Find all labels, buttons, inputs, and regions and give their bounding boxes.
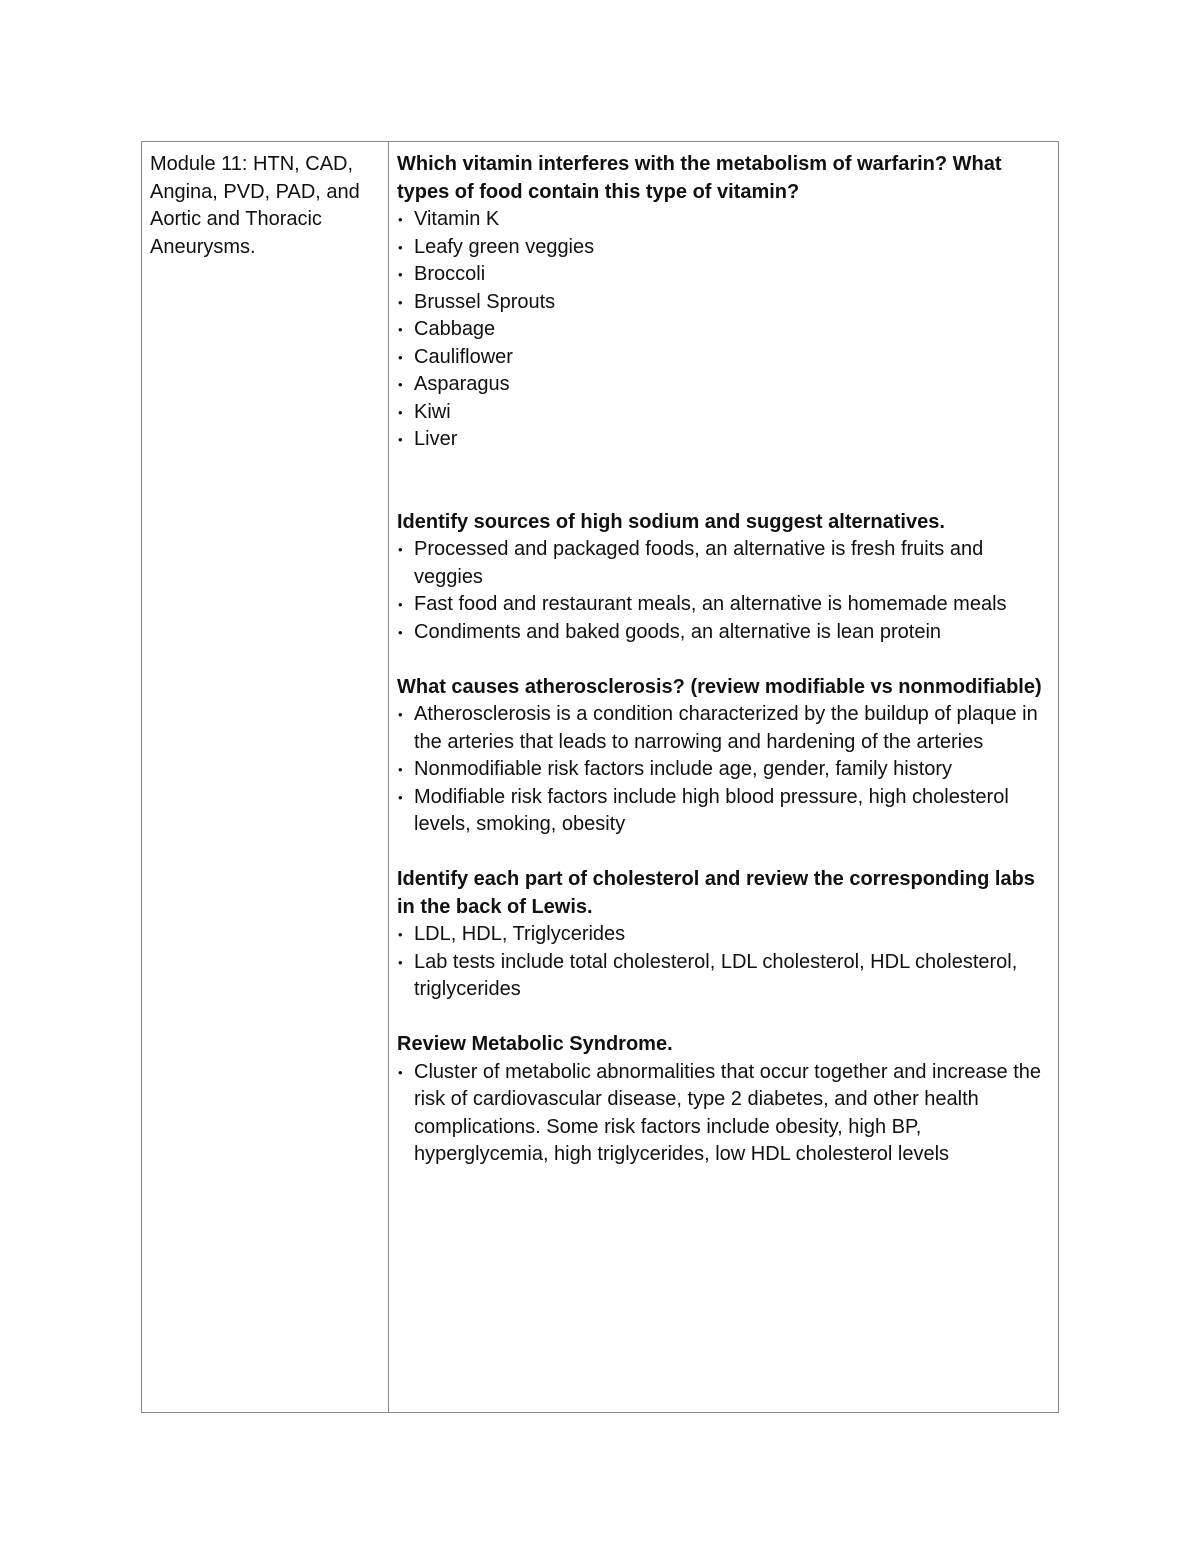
question-heading: Identify each part of cholesterol and review the corresponding labs in the back of Lewis.: [397, 868, 1035, 918]
list-item: • Modifiable risk factors include high blood pressure, high cholesterol levels, smoking, obesity: [397, 784, 1052, 839]
list-item: • Condiments and baked goods, an alternative is lean protein: [397, 619, 1052, 647]
list-item: • Kiwi: [397, 399, 1052, 427]
spacer: [397, 454, 1052, 509]
question-heading: Which vitamin interferes with the metabolism of warfarin? What types of food contain this type of vitamin?: [397, 153, 1002, 203]
list-item: • Cluster of metabolic abnormalities that occur together and increase the risk of cardiovascular disease, type 2 diabetes, and other health complications. Some risk factors include obesity, high BP, hyperglycemia, high triglycerides, low HDL cholesterol levels: [397, 1059, 1052, 1169]
section-cholesterol: [397, 866, 1052, 1004]
answer-list: [397, 206, 1052, 454]
answer-list: [397, 1059, 1052, 1169]
list-item: • Cauliflower: [397, 344, 1052, 372]
list-item: • Nonmodifiable risk factors include age, gender, family history: [397, 756, 1052, 784]
list-item: • Processed and packaged foods, an alternative is fresh fruits and veggies: [397, 536, 1052, 591]
spacer: [397, 839, 1052, 867]
list-item: • Vitamin K: [397, 206, 1052, 234]
list-item: • Leafy green veggies: [397, 234, 1052, 262]
answer-list: [397, 536, 1052, 646]
list-item: • Asparagus: [397, 371, 1052, 399]
question-heading: Identify sources of high sodium and suggest alternatives.: [397, 510, 945, 533]
list-item: • Lab tests include total cholesterol, LDL cholesterol, HDL cholesterol, triglycerides: [397, 949, 1052, 1004]
content-cell: [389, 142, 1058, 1412]
question-heading: Review Metabolic Syndrome.: [397, 1033, 673, 1055]
list-item: • Liver: [397, 426, 1052, 454]
list-item: • LDL, HDL, Triglycerides: [397, 921, 1052, 949]
question-heading: What causes atherosclerosis? (review modifiable vs nonmodifiable): [397, 675, 1042, 698]
module-title: Module 11: HTN, CAD, Angina, PVD, PAD, and Aortic and Thoracic Aneurysms.: [150, 153, 360, 258]
section-high-sodium: [397, 509, 1052, 647]
spacer: [397, 646, 1052, 674]
list-item: • Broccoli: [397, 261, 1052, 289]
answer-list: [397, 701, 1052, 839]
list-item: • Brussel Sprouts: [397, 289, 1052, 317]
section-atherosclerosis: [397, 674, 1052, 839]
spacer: [397, 1004, 1052, 1032]
list-item: • Atherosclerosis is a condition characterized by the buildup of plaque in the arteries that leads to narrowing and hardening of the arteries: [397, 701, 1052, 756]
answer-list: [397, 921, 1052, 1004]
module-cell: [142, 142, 389, 1412]
section-warfarin-vitamin: [397, 151, 1052, 454]
list-item: • Fast food and restaurant meals, an alternative is homemade meals: [397, 591, 1052, 619]
study-guide-table: [141, 141, 1059, 1413]
section-metabolic-syndrome: [397, 1031, 1052, 1169]
list-item: • Cabbage: [397, 316, 1052, 344]
